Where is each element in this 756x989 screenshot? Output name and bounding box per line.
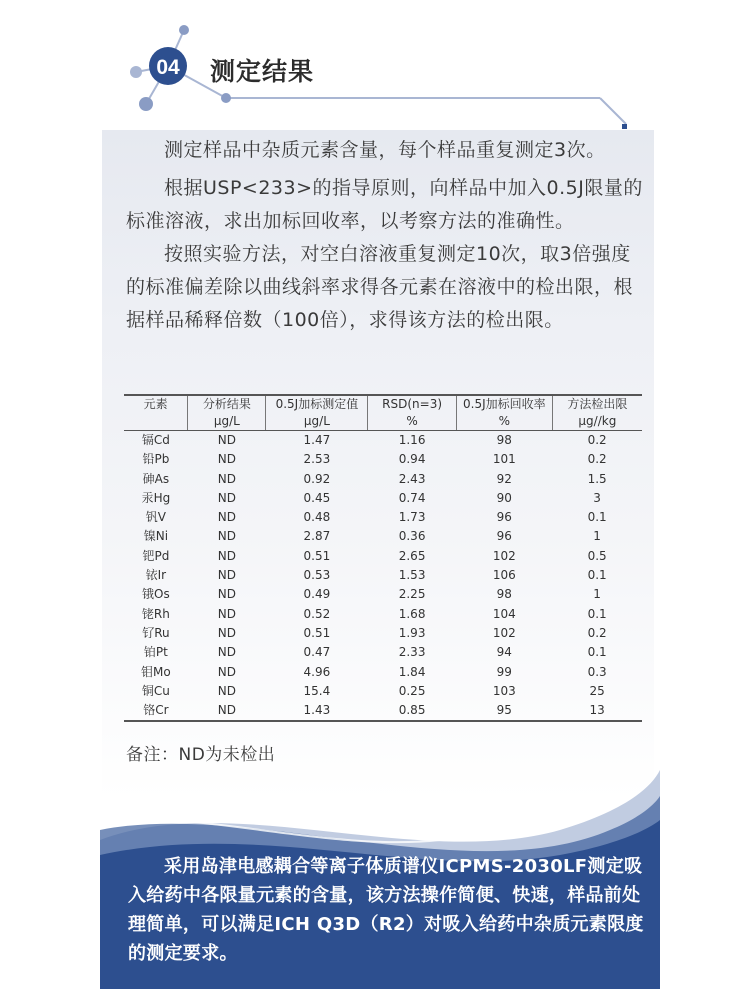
value-cell: 101 (492, 452, 516, 467)
element-cell: 钼Mo (141, 664, 171, 679)
closing-paragraph: 采用岛津电感耦合等离子体质谱仪ICPMS-2030LF测定吸入给药中各限量元素的含量，该方法操作简便、快速，样品前处理简单，可以满足ICH Q3D（R2）对吸入给药中杂质元素限度的测定要求。 (128, 856, 644, 964)
value-cell: ND (217, 471, 236, 486)
col-header: 0.5J加标回收率 (456, 395, 552, 413)
value-cell: ND (217, 548, 236, 563)
value-cell: ND (217, 529, 236, 544)
element-cell: 铂Pt (143, 645, 168, 660)
value-cell: 0.74 (398, 490, 426, 505)
value-cell: 103 (492, 683, 516, 698)
value-cell: 1.5 (587, 471, 607, 486)
value-cell: 2.87 (303, 529, 331, 544)
value-cell: 102 (492, 548, 516, 563)
table-header-row (124, 395, 642, 413)
value-cell: 0.1 (587, 510, 607, 525)
table-row (124, 624, 642, 643)
table-row (124, 605, 642, 624)
value-cell: 1.93 (398, 625, 426, 640)
value-cell: 3 (593, 490, 601, 505)
value-cell: ND (217, 683, 236, 698)
value-cell: 104 (492, 606, 516, 621)
value-cell: 98 (496, 587, 512, 602)
value-cell: 95 (456, 701, 552, 721)
value-cell: 92 (496, 471, 512, 486)
value-cell: 0.92 (303, 471, 331, 486)
value-cell: 1.73 (398, 510, 426, 525)
value-cell: 1.53 (398, 568, 426, 583)
value-cell: 96 (496, 529, 512, 544)
node-dot-top (179, 25, 189, 35)
value-cell: 0.2 (587, 452, 607, 467)
results-table (124, 394, 642, 722)
value-cell: 0.3 (587, 664, 607, 679)
node-dot-left (130, 66, 142, 78)
value-cell: 0.1 (587, 606, 607, 621)
value-cell: 99 (496, 664, 512, 679)
element-cell: 钒V (145, 510, 166, 525)
value-cell: 0.48 (303, 510, 331, 525)
value-cell: ND (217, 490, 236, 505)
value-cell: 1.16 (398, 433, 426, 447)
value-cell: 0.51 (303, 548, 331, 563)
col-header: 元素 (124, 395, 188, 413)
col-header: RSD(n=3) (368, 395, 457, 413)
value-cell: ND (217, 452, 236, 467)
element-cell: 铬Cr (124, 701, 188, 721)
value-cell: 25 (589, 683, 605, 698)
section-title: 测定结果 (210, 57, 315, 86)
unit-header: % (368, 413, 457, 431)
table-row (124, 547, 642, 566)
element-cell: 铅Pb (142, 452, 170, 467)
value-cell: 102 (492, 625, 516, 640)
value-cell: 1.43 (266, 701, 368, 721)
value-cell: ND (188, 701, 266, 721)
value-cell: 2.65 (398, 548, 426, 563)
value-cell: 1.84 (398, 664, 426, 679)
molecule-decoration (0, 0, 756, 140)
table-row (124, 489, 642, 508)
node-dot-right (221, 93, 231, 103)
value-cell: 0.53 (303, 568, 331, 583)
unit-header: μg//kg (552, 413, 642, 431)
table-row (124, 566, 642, 585)
value-cell: ND (217, 625, 236, 640)
value-cell: 0.52 (303, 606, 331, 621)
value-cell: 106 (492, 568, 516, 583)
col-header: 分析结果 (188, 395, 266, 413)
section-number: 04 (156, 56, 180, 79)
element-cell: 铑Rh (141, 606, 170, 621)
element-cell: 镉Cd (141, 433, 170, 447)
table-row (124, 701, 642, 721)
value-cell: 0.49 (303, 587, 331, 602)
value-cell: 0.94 (398, 452, 426, 467)
value-cell: 1.68 (398, 606, 426, 621)
table-unit-row (124, 413, 642, 431)
unit-header: μg/L (266, 413, 368, 431)
value-cell: 2.53 (303, 452, 331, 467)
value-cell: 96 (496, 510, 512, 525)
value-cell: 94 (496, 645, 512, 660)
value-cell: 1 (593, 587, 601, 602)
value-cell: 0.25 (398, 683, 426, 698)
table-row (124, 682, 642, 701)
element-cell: 钯Pd (142, 548, 170, 563)
value-cell: 0.1 (587, 568, 607, 583)
value-cell: 0.2 (587, 625, 607, 640)
value-cell: ND (217, 664, 236, 679)
paragraph-3: 按照实验方法，对空白溶液重复测定10次，取3倍强度的标准偏差除以曲线斜率求得各元素在溶液中的检出限，根据样品稀释倍数（100倍），求得该方法的检出限。 (126, 243, 634, 331)
value-cell: ND (217, 433, 236, 447)
value-cell: ND (217, 606, 236, 621)
table-row (124, 663, 642, 682)
value-cell: 0.36 (398, 529, 426, 544)
value-cell: 0.85 (368, 701, 457, 721)
value-cell: 90 (496, 490, 512, 505)
element-cell: 镍Ni (143, 529, 169, 544)
node-end-square (622, 124, 627, 129)
unit-header: % (456, 413, 552, 431)
element-cell: 钌Ru (142, 625, 170, 640)
value-cell: ND (217, 645, 236, 660)
value-cell: 1.47 (303, 433, 331, 447)
footnote: 备注：ND为未检出 (126, 745, 276, 765)
table-row (124, 431, 642, 451)
element-cell: 砷As (142, 471, 170, 486)
value-cell: 13 (552, 701, 642, 721)
table-row (124, 643, 642, 662)
col-header: 0.5J加标测定值 (266, 395, 368, 413)
value-cell: ND (217, 587, 236, 602)
table-row (124, 508, 642, 527)
node-dot-bottom (139, 97, 153, 111)
col-header: 方法检出限 (552, 395, 642, 413)
value-cell: 2.33 (398, 645, 426, 660)
paragraph-1: 测定样品中杂质元素含量，每个样品重复测定3次。 (164, 139, 606, 161)
value-cell: 15.4 (303, 683, 331, 698)
value-cell: 1 (593, 529, 601, 544)
value-cell: ND (217, 510, 236, 525)
element-cell: 铜Cu (141, 683, 170, 698)
value-cell: 0.2 (587, 433, 607, 447)
value-cell: 4.96 (303, 664, 331, 679)
table-row (124, 585, 642, 604)
value-cell: 0.5 (587, 548, 607, 563)
table-row (124, 527, 642, 546)
value-cell: 2.43 (398, 471, 426, 486)
unit-header (124, 413, 188, 431)
table-row (124, 470, 642, 489)
table-row (124, 450, 642, 469)
element-cell: 汞Hg (141, 490, 171, 505)
value-cell: 0.1 (587, 645, 607, 660)
value-cell: 0.45 (303, 490, 331, 505)
value-cell: 2.25 (398, 587, 426, 602)
value-cell: 0.47 (303, 645, 331, 660)
value-cell: 98 (496, 433, 512, 447)
element-cell: 铱Ir (145, 568, 167, 583)
unit-header: μg/L (188, 413, 266, 431)
element-cell: 锇Os (142, 587, 170, 602)
value-cell: 0.51 (303, 625, 331, 640)
value-cell: ND (217, 568, 236, 583)
paragraph-2: 根据USP<233>的指导原则，向样品中加入0.5J限量的标准溶液，求出加标回收率，以考察方法的准确性。 (126, 177, 643, 232)
